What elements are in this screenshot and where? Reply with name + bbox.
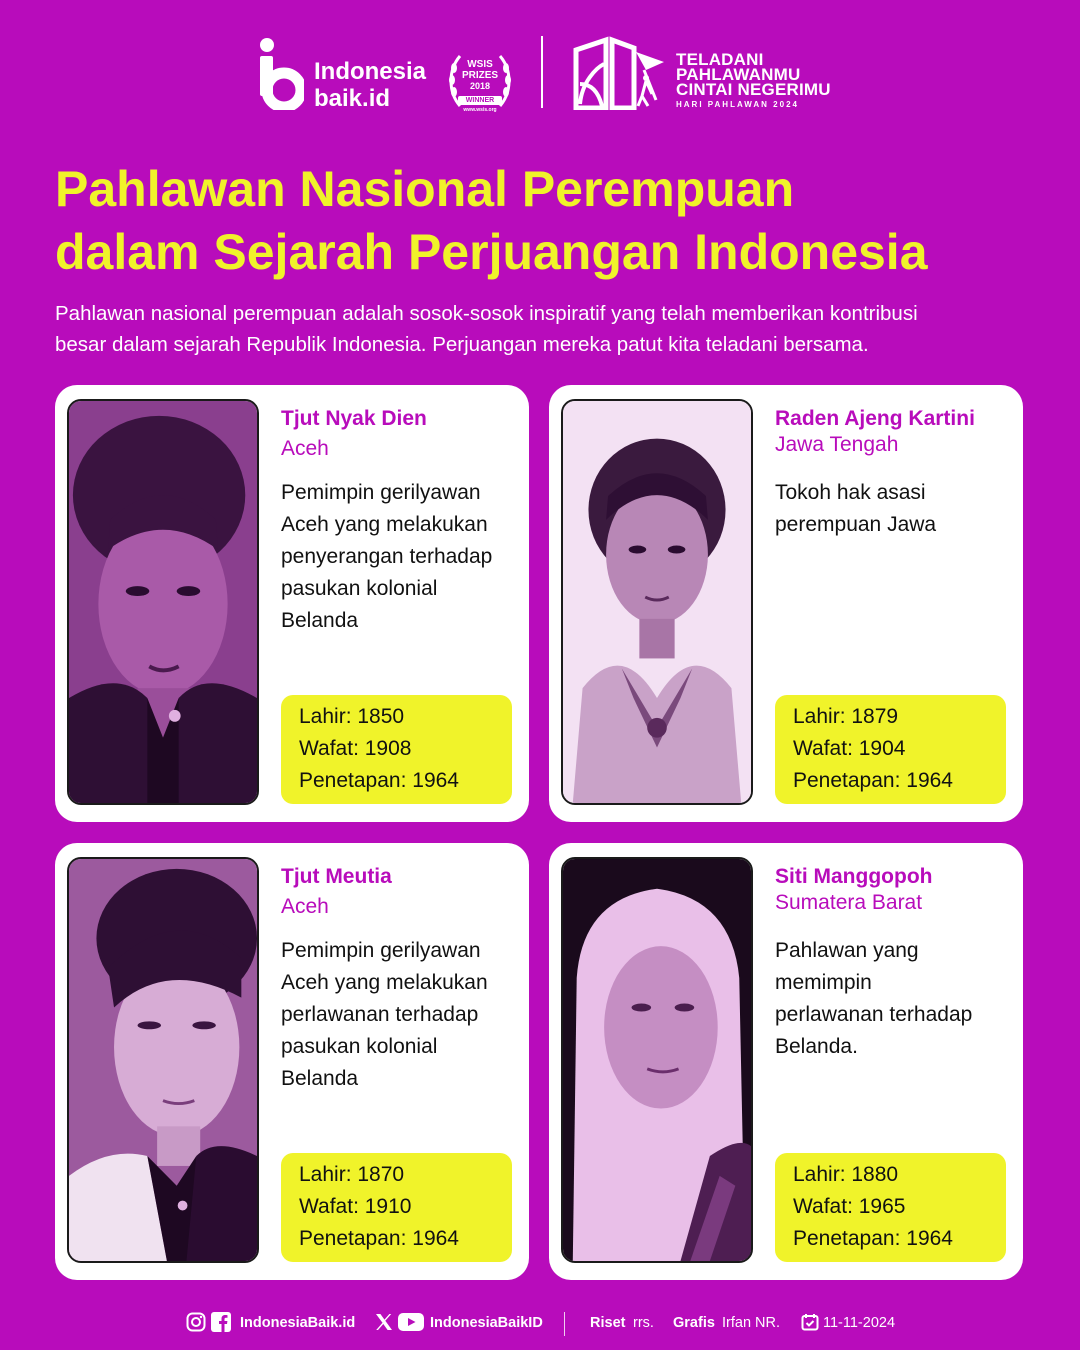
footer-divider: [564, 1312, 565, 1336]
hero-region: Aceh: [281, 437, 329, 460]
hari-pahlawan-monument-icon: [572, 34, 668, 110]
hero-facts-box: [281, 695, 512, 804]
designation-year: Penetapan: 1964: [793, 769, 953, 792]
born-year: Lahir: 1880: [793, 1163, 899, 1186]
event-subtitle: HARI PAHLAWAN 2024: [676, 100, 799, 109]
born-year: Lahir: 1850: [299, 705, 405, 728]
hero-facts-box: [281, 1153, 512, 1262]
hero-facts-box: [775, 1153, 1006, 1262]
x-twitter-icon[interactable]: [374, 1312, 394, 1332]
page-title: Pahlawan Nasional Perempuan dalam Sejarah Perjuangan Indonesia: [55, 161, 928, 280]
hero-description: Pemimpin gerilyawan Aceh yang melakukan perlawanan terhadap pasukan kolonial Belanda: [281, 939, 488, 1090]
hero-region: Jawa Tengah: [775, 433, 899, 456]
hero-description: Tokoh hak asasi perempuan Jawa: [775, 481, 937, 536]
riset-label: Riset: [590, 1315, 626, 1331]
portrait-image: [561, 857, 753, 1263]
born-year: Lahir: 1879: [793, 705, 899, 728]
died-year: Wafat: 1965: [793, 1195, 906, 1218]
grafis-value: Irfan NR.: [722, 1315, 781, 1331]
born-year: Lahir: 1870: [299, 1163, 405, 1186]
designation-year: Penetapan: 1964: [299, 1227, 459, 1250]
designation-year: Penetapan: 1964: [793, 1227, 953, 1250]
portrait-image: [67, 857, 259, 1263]
youtube-icon[interactable]: [398, 1312, 424, 1332]
hero-card-tjut-nyak-dien: [55, 385, 529, 822]
hero-card-siti-manggopoh: [549, 843, 1023, 1280]
footer: [0, 1310, 1080, 1340]
social-handle-instagram-facebook[interactable]: IndonesiaBaik.id: [240, 1315, 356, 1331]
hero-name: Tjut Meutia: [281, 865, 392, 888]
wsis-award-badge: WSIS PRIZES 2018 WINNER www.wsis.org: [446, 46, 514, 118]
portrait-image: [561, 399, 753, 805]
died-year: Wafat: 1904: [793, 737, 906, 760]
hero-card-raden-ajeng-kartini: [549, 385, 1023, 822]
publish-date: 11-11-2024: [823, 1315, 896, 1331]
header: [0, 30, 1080, 120]
designation-year: Penetapan: 1964: [299, 769, 459, 792]
brand-name: Indonesia baik.id: [314, 58, 427, 112]
intro-text: Pahlawan nasional perempuan adalah sosok-sosok inspiratif yang telah memberikan kontribusi besar dalam sejarah Republik Indonesia. Perjuangan mereka patut kita teladani bersama.: [55, 302, 918, 356]
grafis-label: Grafis: [673, 1315, 715, 1331]
instagram-icon[interactable]: [186, 1312, 206, 1332]
header-divider: [541, 36, 543, 108]
hero-description: Pemimpin gerilyawan Aceh yang melakukan penyerangan terhadap pasukan kolonial Belanda: [281, 481, 493, 632]
social-handle-x-youtube[interactable]: IndonesiaBaikID: [430, 1315, 543, 1331]
died-year: Wafat: 1910: [299, 1195, 412, 1218]
calendar-check-icon: [801, 1313, 819, 1331]
hero-name: Raden Ajeng Kartini: [775, 407, 975, 430]
died-year: Wafat: 1908: [299, 737, 412, 760]
hero-name: Siti Manggopoh: [775, 865, 933, 888]
indonesia-baik-logo-icon: [258, 36, 304, 110]
hero-region: Sumatera Barat: [775, 891, 923, 914]
portrait-image: [67, 399, 259, 805]
hero-region: Aceh: [281, 895, 329, 918]
hero-facts-box: [775, 695, 1006, 804]
hero-card-tjut-meutia: [55, 843, 529, 1280]
riset-value: rrs.: [633, 1315, 654, 1331]
facebook-icon[interactable]: [211, 1312, 231, 1332]
event-title: TELADANI PAHLAWANMU CINTAI NEGERIMU: [676, 50, 831, 99]
hero-name: Tjut Nyak Dien: [281, 407, 427, 430]
hero-description: Pahlawan yang memimpin perlawanan terhadap Belanda.: [775, 939, 973, 1058]
